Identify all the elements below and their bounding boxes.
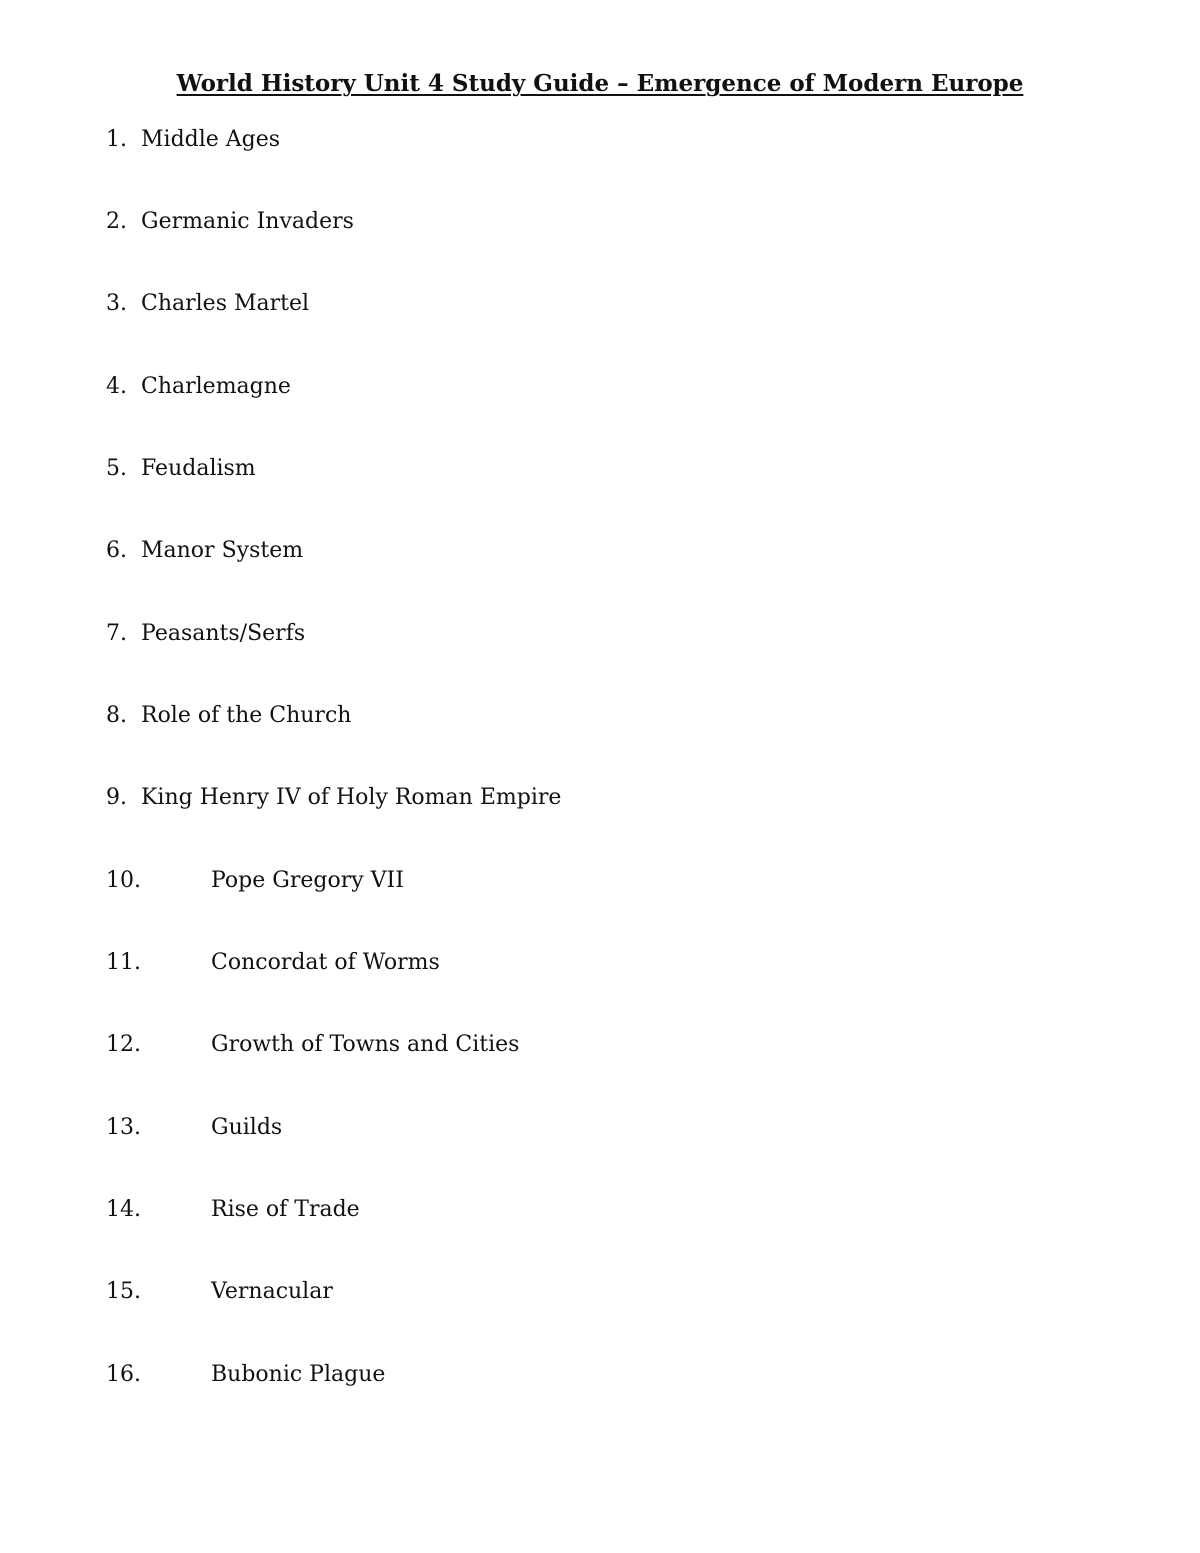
list-item [106, 535, 303, 567]
list-item-text: Feudalism [141, 456, 256, 481]
list-item [106, 206, 354, 238]
list-item-number: 9. [106, 785, 127, 810]
list-item-number: 15. [106, 1279, 141, 1304]
list-item-text: Germanic Invaders [141, 209, 354, 234]
list-item [106, 782, 561, 814]
list-item-number: 11. [106, 950, 141, 975]
list-item-number: 7. [106, 621, 127, 646]
list-item-text: Charlemagne [141, 374, 291, 399]
list-item [106, 371, 291, 403]
list-item-number: 16. [106, 1362, 141, 1387]
list-item-text: King Henry IV of Holy Roman Empire [141, 785, 562, 810]
list-item-number: 14. [106, 1197, 141, 1222]
list-item [106, 124, 280, 156]
list-item [106, 700, 351, 732]
document-title: World History Unit 4 Study Guide – Emergence of Modern Europe [176, 70, 1024, 97]
list-item-number: 4. [106, 374, 127, 399]
list-item-number: 2. [106, 209, 127, 234]
list-item [106, 453, 256, 485]
list-item [106, 288, 309, 320]
list-item-number: 1. [106, 127, 127, 152]
list-item [106, 618, 305, 650]
list-item-text: Concordat of Worms [211, 950, 440, 975]
list-item-text: Role of the Church [141, 703, 352, 728]
list-item-text: Growth of Towns and Cities [211, 1032, 520, 1057]
list-item-text: Manor System [141, 538, 304, 563]
list-item-number: 12. [106, 1032, 141, 1057]
list-item-number: 10. [106, 868, 141, 893]
list-item [106, 865, 404, 897]
list-item-text: Pope Gregory VII [211, 868, 404, 893]
list-item-text: Middle Ages [141, 127, 281, 152]
list-item-text: Peasants/Serfs [141, 621, 306, 646]
list-item-text: Charles Martel [141, 291, 310, 316]
list-item-number: 5. [106, 456, 127, 481]
list-item-number: 6. [106, 538, 127, 563]
list-item [106, 1194, 360, 1226]
list-item-number: 13. [106, 1115, 141, 1140]
list-item [106, 1112, 282, 1144]
list-item [106, 1276, 333, 1308]
list-item-text: Guilds [211, 1115, 283, 1140]
list-item [106, 1029, 519, 1061]
list-item-number: 3. [106, 291, 127, 316]
list-item-number: 8. [106, 703, 127, 728]
list-item [106, 947, 440, 979]
list-item-text: Vernacular [211, 1279, 333, 1304]
list-item [106, 1359, 385, 1391]
list-item-text: Rise of Trade [211, 1197, 360, 1222]
list-item-text: Bubonic Plague [211, 1362, 386, 1387]
